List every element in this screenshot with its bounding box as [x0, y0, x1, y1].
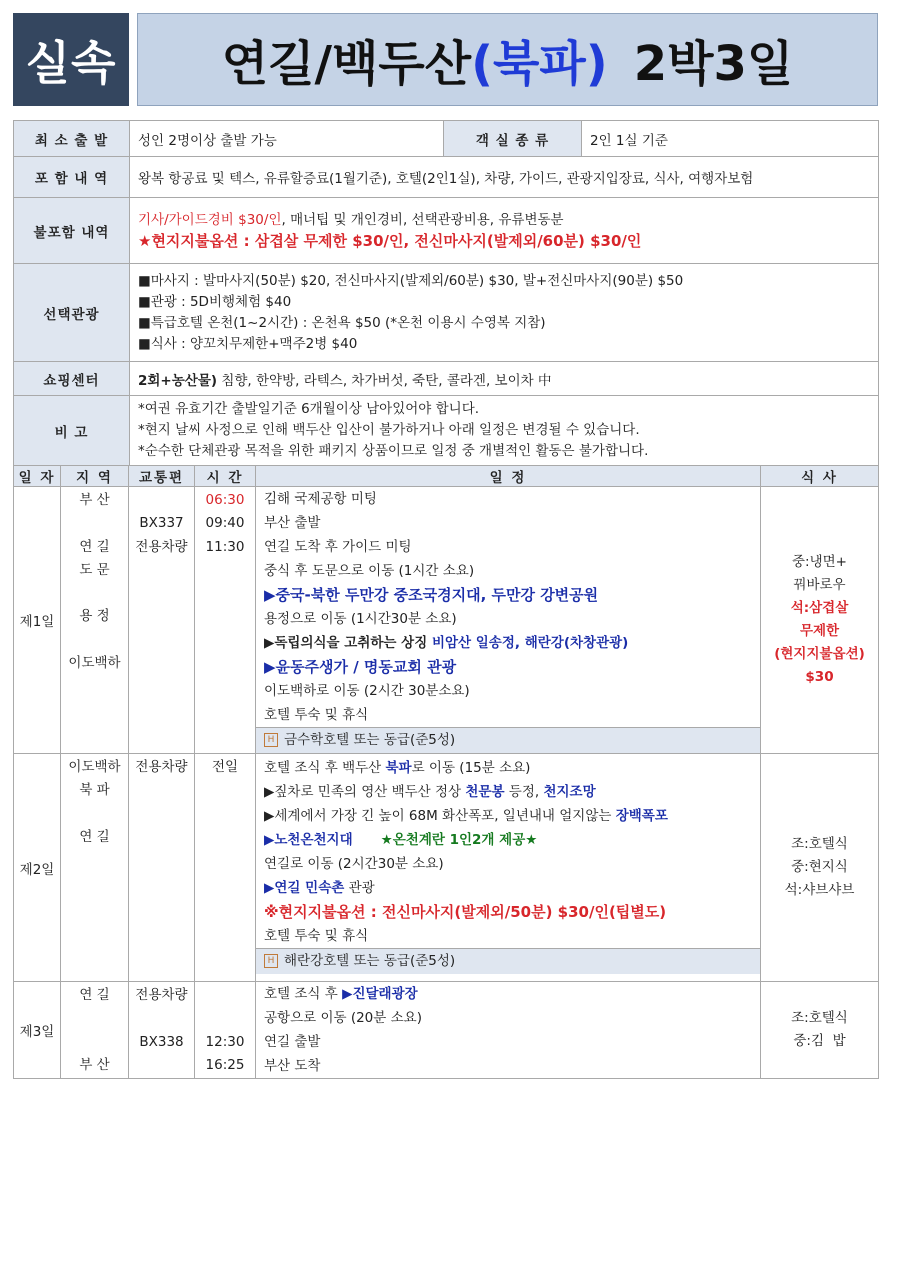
col-header-meals: 식 사 — [761, 466, 879, 487]
day1-transport — [129, 487, 195, 754]
itinerary-item: 부산 도착 — [264, 1058, 321, 1074]
title-highlight: (북파) — [471, 36, 608, 92]
itinerary-highlight: ▶연길 민속촌 — [264, 880, 345, 896]
itinerary-item: 공항으로 이동 (20분 소요) — [264, 1010, 422, 1026]
itinerary-highlight: ▶진달래광장 — [342, 986, 418, 1002]
schedule-table — [13, 465, 879, 1079]
itinerary-item: ▶짚차로 민족의 영산 백두산 정상 — [264, 784, 466, 800]
product-badge: 실속 — [13, 13, 129, 106]
includes-value: 왕복 항공료 및 텍스, 유류할증료(1월기준), 호텔(2인1실), 차량, 가이드, 관광지입장료, 식사, 여행자보험 — [130, 157, 879, 198]
region: 도 문 — [79, 561, 110, 578]
option-item: ■특급호텔 온천(1~2시간) : 온천욕 $50 (*온천 이용시 수영복 지참) — [138, 314, 546, 331]
includes-label: 포 함 내 역 — [14, 157, 130, 198]
region: 연 길 — [79, 538, 110, 555]
day-label: 제3일 — [14, 982, 61, 1079]
transport — [129, 1007, 194, 1030]
itinerary-item: 호텔 조식 후 — [264, 986, 343, 1002]
col-header-date: 일 자 — [14, 466, 61, 487]
flight-number: BX337 — [139, 515, 184, 532]
region: 부 산 — [79, 492, 110, 508]
time: 06:30 — [205, 492, 245, 508]
itinerary-item: 연길 출발 — [264, 1034, 321, 1050]
itinerary-highlight: 천문봉 — [465, 784, 505, 800]
transport: 전용차량 — [135, 538, 188, 555]
shopping-label: 쇼핑센터 — [14, 362, 130, 396]
region — [61, 1031, 128, 1054]
region — [61, 1007, 128, 1030]
schedule-row-day2 — [14, 754, 879, 982]
itinerary-item: ▶세계에서 가장 긴 높이 68M 화산폭포, 일년내내 얼지않는 — [264, 808, 616, 824]
col-header-time: 시 간 — [195, 466, 256, 487]
col-header-region: 지 역 — [61, 466, 129, 487]
day3-times — [195, 982, 256, 1079]
itinerary-highlight: 비암산 일송정, 해란강(차창관광) — [431, 635, 629, 651]
shopping-value — [130, 362, 879, 396]
options-label: 선택관광 — [14, 264, 130, 362]
meal-item: 석:샤브샤브 — [784, 882, 855, 898]
info-table — [13, 120, 879, 466]
meal-item: 중:냉면+ — [792, 554, 847, 570]
day2-transport — [129, 754, 195, 982]
option-item: ■식사 : 양꼬치무제한+맥주2병 $40 — [138, 335, 358, 352]
itinerary-highlight: 장백폭포 — [615, 808, 668, 824]
options-list — [130, 264, 879, 362]
day1-itinerary — [256, 487, 761, 754]
page-title — [137, 13, 878, 106]
meal-item: $30 — [805, 669, 834, 685]
hotel-icon: H — [264, 733, 278, 747]
itinerary-local-option: ※현지지불옵션 : 전신마사지(발제외/50분) $30/인(팁별도) — [264, 903, 667, 921]
region — [61, 582, 128, 605]
flight-number: BX338 — [139, 1033, 184, 1050]
itinerary-highlight: ▶노천온천지대 — [264, 832, 353, 848]
excludes-label: 불포함 내역 — [14, 198, 130, 264]
itinerary-item: 호텔 투숙 및 휴식 — [264, 707, 369, 723]
remarks-list — [130, 396, 879, 466]
time: 16:25 — [205, 1056, 245, 1073]
itinerary-item: 호텔 투숙 및 휴식 — [264, 928, 369, 944]
room-type-label: 객 실 종 류 — [444, 121, 582, 157]
itinerary-item: 부산 출발 — [264, 515, 321, 531]
region: 부 산 — [79, 1056, 110, 1073]
meal-item: 무제한 — [799, 623, 840, 639]
day2-time — [195, 754, 256, 982]
region — [61, 512, 128, 535]
region — [61, 629, 128, 652]
day3-meals — [761, 982, 879, 1079]
itinerary-item: 연길로 이동 (2시간30분 소요) — [264, 856, 444, 872]
itinerary-item: 연길 도착 후 가이드 미팅 — [264, 539, 412, 555]
remark-item: *현지 날씨 사정으로 인해 백두산 입산이 불가하거나 아래 일정은 변경될 수 있습니다. — [138, 422, 640, 438]
transport: 전용차량 — [135, 759, 188, 775]
day2-meals — [761, 754, 879, 982]
title-tail: 2박3일 — [633, 36, 794, 92]
meal-item: 중:현지식 — [791, 859, 848, 875]
itinerary-item: 로 이동 (15분 소요) — [411, 760, 531, 776]
shopping-count: 2회+농산물) — [138, 372, 218, 389]
itinerary-item: ▶독립의식을 고취하는 상징 — [264, 635, 432, 651]
time: 전일 — [211, 759, 239, 775]
itinerary-item: 호텔 조식 후 백두산 — [264, 760, 386, 776]
itinerary-item: 관광 — [344, 880, 375, 896]
col-header-itinerary: 일 정 — [256, 466, 761, 487]
hotel-row — [256, 948, 760, 974]
day3-itinerary — [256, 982, 761, 1079]
itinerary-item: 용정으로 이동 (1시간30분 소요) — [264, 611, 457, 627]
remark-item: *여권 유효기간 출발일기준 6개월이상 남아있어야 합니다. — [138, 401, 480, 417]
excludes-local-option: ★현지지불옵션 : 삼겹살 무제한 $30/인, 전신마사지(발제외/60분) $30/인 — [138, 231, 642, 250]
shopping-items: 침향, 한약방, 라텍스, 차가버섯, 죽탄, 콜라겐, 보이차 中 — [217, 372, 552, 389]
itinerary-highlight: 천지조망 — [543, 784, 596, 800]
departure-value: 성인 2명이상 출발 가능 — [130, 121, 444, 157]
itinerary-item: 이도백하로 이동 (2시간 30분소요) — [264, 683, 470, 699]
itinerary-highlight: ▶중국-북한 두만강 중조국경지대, 두만강 강변공원 — [264, 586, 599, 604]
region: 이도백하 — [68, 759, 121, 775]
hotel-name: 금수학호텔 또는 동급(준5성) — [284, 732, 456, 748]
time: 09:40 — [205, 515, 245, 532]
day3-regions — [61, 982, 129, 1079]
transport — [129, 489, 194, 512]
itinerary-item: 등정, — [504, 784, 544, 800]
region: 연 길 — [79, 828, 110, 845]
meal-item: 조:호텔식 — [791, 1010, 848, 1026]
schedule-row-day3 — [14, 982, 879, 1079]
excludes-value — [130, 198, 879, 264]
col-header-transport: 교통편 — [129, 466, 195, 487]
day2-itinerary — [256, 754, 761, 982]
hotel-row — [256, 727, 760, 753]
day1-times — [195, 487, 256, 754]
excludes-guide-fee: 기사/가이드경비 $30/인 — [138, 211, 282, 228]
day-label: 제1일 — [14, 487, 61, 754]
day1-regions — [61, 487, 129, 754]
day3-transport — [129, 982, 195, 1079]
schedule-row-day1 — [14, 487, 879, 754]
departure-label: 최 소 출 발 — [14, 121, 130, 157]
time: 11:30 — [205, 538, 245, 555]
day-label: 제2일 — [14, 754, 61, 982]
room-type-value: 2인 1실 기준 — [582, 121, 879, 157]
option-item: ■마사지 : 발마사지(50분) $20, 전신마사지(발제외/60분) $30, 발+전신마사지(90분) $50 — [138, 272, 684, 289]
meal-item: 꿔바로우 — [793, 577, 846, 593]
region: 북 파 — [79, 782, 110, 799]
time — [195, 1007, 255, 1030]
region — [61, 803, 128, 826]
meal-item: 중:김 밥 — [793, 1033, 846, 1049]
title-main: 연길/백두산 — [221, 36, 472, 92]
region: 연 길 — [79, 987, 110, 1003]
region: 용 정 — [79, 608, 110, 625]
option-item: ■관광 : 5D비행체험 $40 — [138, 293, 292, 310]
hotel-name: 해란강호텔 또는 동급(준5성) — [284, 953, 456, 969]
remarks-label: 비 고 — [14, 396, 130, 466]
region: 이도백하 — [68, 655, 121, 672]
excludes-rest: , 매너팁 및 개인경비, 선택관광비용, 유류변동분 — [281, 211, 564, 228]
hotel-icon: H — [264, 954, 278, 968]
transport: 전용차량 — [135, 987, 188, 1003]
itinerary-item: 김해 국제공항 미팅 — [264, 491, 377, 507]
day2-regions — [61, 754, 129, 982]
itinerary-perk: ★온천계란 1인2개 제공★ — [380, 832, 538, 848]
time: 12:30 — [205, 1033, 245, 1050]
itinerary-highlight: 북파 — [385, 760, 412, 776]
day1-meals — [761, 487, 879, 754]
meal-item: (현지지불옵션) — [774, 646, 865, 662]
remark-item: *순수한 단체관광 목적을 위한 패키지 상품이므로 일정 중 개별적인 활동은 불가합니다. — [138, 443, 649, 459]
meal-item: 조:호텔식 — [791, 836, 848, 852]
itinerary-highlight: ▶윤동주생가 / 명동교회 관광 — [264, 658, 457, 676]
meal-item: 석:삼겹살 — [790, 600, 849, 616]
time — [195, 984, 255, 1007]
itinerary-item: 중식 후 도문으로 이동 (1시간 소요) — [264, 563, 475, 579]
